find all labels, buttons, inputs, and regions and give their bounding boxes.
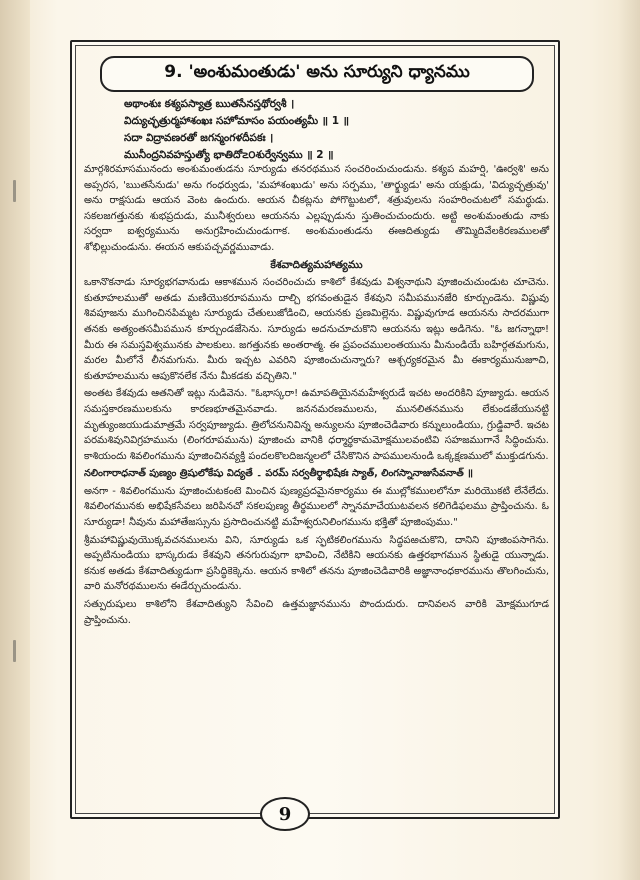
sloka-line: సదా విద్రావణరతో జగన్మంగళదీపకః ।	[124, 132, 274, 144]
page-edge-shadow	[618, 0, 640, 880]
paragraph: మార్గశిరమాసమునందు అంశుమంతుడను సూర్యుడు తనరథమున సంచరించుచుండును. కశ్యప మహర్షి, 'ఊర్వశి' అను అప్సరస, 'ఋతసేనుడు' అను గంధర్వుడు, 'మహాశంఖుడు' అను సర్పము, 'తార్క్ష్యుడు' అను యక్షుడు, 'విద్యుచ్ఛత్రువు' అను రాక్షసుడు ఆయన వెంట ఉందురు. ఆయన చీకట్లను పోగొట్టుటలో, శత్రువులను సంహరించుటలో సమర్థుడు. సకలజగత్తునకు శుభప్రదుడు, మునీశ్వరులు ఆయనను ఎల్లప్పుడును స్తుతించుచుందురు. అట్టి అంశుమంతుడు నాకు సర్వదా ఐశ్వర్యమును అనుగ్రహించుచుండుగాక. అంశుమంతుడను ఈఆదిత్యుడు తొమ్మిదివేలకిరణములతో శోభిల్లుచుండును. ఈయన ఆకుపచ్చవర్ణమువాడు.	[84, 164, 549, 253]
paragraph: అనగా - శివలింగమును పూజించుటకంటె మించిన పుణ్యప్రదమైనకార్యము ఈ ముల్లోకములలోనూ మరియొకటి లేనేలేదు. శివలింగమునకు అభిషేకసేవలు జరిపినచో సకలపుణ్య తీర్థములలో స్నానమాచేయుటవలన కలిగెడిఫలము ప్రాప్తించును. ఓ సూర్యుడా! నీవును మహాతేజస్సును ప్రసాదించునట్టి మహేశ్వరునిలింగమును భక్తితో పూజింపుము."	[84, 485, 549, 529]
chapter-title: 9. 'అంశుమంతుడు' అను సూర్యుని ధ్యానము	[164, 62, 470, 82]
dhyana-sloka	[124, 96, 544, 164]
sloka-line: మునీంద్రనివహస్తుత్యో భాతిదో౽౦శుర్వేన్వము ॥ 2 ॥	[124, 149, 334, 161]
binding-spine	[0, 0, 30, 880]
page-number: 9	[260, 797, 310, 831]
sloka-line: విద్యుచ్ఛత్రుర్మహాశంఖః సహోమాసం పయంత్యమీ ॥ 1 ॥	[124, 115, 349, 127]
verse-quote: నలింగారాధనాత్ పుణ్యం త్రిషులోకేషు విద్యతే ۔ పరమ్ సర్వతీర్థాభిషేకః స్యాత్, లింగస్నానాజుసేవనాత్ ॥	[84, 468, 474, 480]
paragraph: శ్రీమహావిష్ణువుయొక్కవచనములను విని, సూర్యుడు ఒక స్ఫటికలింగమును సిద్ధపఱచుకొని, దానిని పూజింపసాగెను. అప్పటినుండియు భాస్కరుడు కేశవుని తనగురువుగా భావించి, నేటికిని ఆయనకు ఉత్తరభాగమున స్థితుడై యున్నాడు. కనుక అతడు కేశవాదిత్యుడుగా ప్రసిద్ధికెక్కెను. ఆయన కాశిలో తనను పూజించెడివారికి అజ్ఞానాంధకారమును తొలగించును, వారి మనోరథములను ఈడేర్చుచుండును.	[84, 534, 549, 593]
paragraph: ఒకానొకనాడు సూర్యభగవానుడు ఆకాశమున సంచరించుచు కాశిలో కేశవుడు విశ్వనాథుని పూజించుచుండుట చూచెను. కుతూహలముతో అతడు మణియొకరూపమును దాల్చి భగవంతుడైన కేశవుని సమీపమునజేరి కూర్చుండెను. విష్ణువు శివపూజను ముగించినపిమ్మట సూర్యుడు చేతులుజోడించి, ఆయనకు ప్రణమిల్లెను. విష్ణువుగూడ ఆయనను సాదరముగా తనకు అత్యంతసమీపమున కూర్చుండజేసెను. సూర్యుడు అదనుచూచుకొని ఆయనను ఇట్లు అడిగెను. "ఓ జగన్నాథా! మీరు ఈ సమస్తవిశ్వమునకు పాలకులు. జగత్తునకు అంతరాత్మ. ఈ ప్రపంచములంతయును మీనుండియే బహిర్గతమగును, మరల మీలోనే లీనమగును. మీరు ఇచ్చట ఎవరిని పూజించుచున్నారు? ఆశ్చర్యకరమైన మీ ఈకార్యమునుజూచి, కుతూహలమును ఆపుకొనలేక నేను మీకడకు వచ్చితిని."	[84, 277, 549, 382]
body-text	[84, 162, 549, 630]
staple-mark	[13, 180, 16, 202]
section-heading: కేశవాదిత్యమహాత్యము	[270, 258, 363, 271]
paragraph: సత్పురుషులు కాశిలోని కేశవాదిత్యుని సేవించి ఉత్తమజ్ఞానమును పొందుదురు. దానివలన వారికి మోక్షముగూడ ప్రాప్తించును.	[84, 599, 549, 626]
sloka-line: అథాంశుః కశ్యపస్యాత్ర ఋతసేనస్తథోర్వశీ ।	[124, 98, 295, 110]
chapter-title-box	[100, 56, 534, 92]
paragraph: అంతట కేశవుడు ఆతనితో ఇట్లు నుడివెను. "ఓభాస్కరా! ఉమాపతియైనమహేశ్వరుడే ఇచట అందరికిని పూజ్యుడు. ఆయన సమస్తకారణములకును కారణభూతమైనవాడు. జననమరణములను, మునలితనమును లేకుండజేయునట్టి మృత్యుంజయుడుమాత్రమే సర్వపూజ్యుడు. త్రిలోచనునివిన్న అన్యులను పూజించెడివారు కన్నులుండియు, గ్రుడ్డివారే. ఇచట పరమశివునివిగ్రహమును (లింగరూపమును) పూజించు వానికి ధర్మార్థకామమోక్షములవంటివి సహజముగానే సిద్ధించును. కాశియందు శివలింగమును పూజించినవ్యక్తి పందలకొలదిజన్మలలో చేసికొనిన పాపములనుండి ఒక్కక్షణములో ముక్తుడగును.	[84, 388, 549, 462]
staple-mark	[13, 640, 16, 662]
